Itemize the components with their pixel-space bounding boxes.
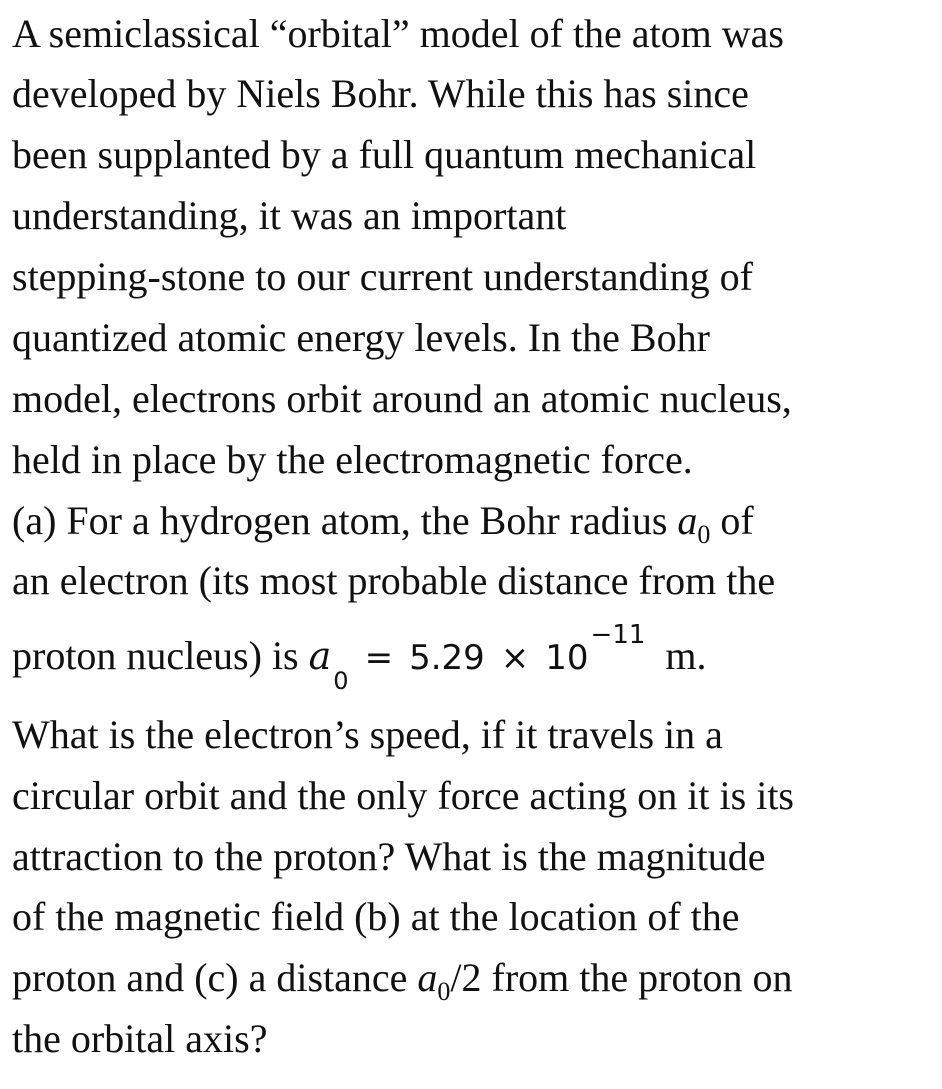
part-a-text: (a) For a hydrogen atom, the Bohr radius	[12, 498, 678, 543]
equation-base: 10	[545, 638, 589, 678]
part-c-text-end: /2 from the proton on	[450, 955, 793, 1000]
question-line-3: attraction to the proton? What is the magnitude	[12, 834, 766, 879]
part-c-radius-subscript: 0	[437, 977, 451, 1006]
equation-equals: =	[364, 638, 394, 678]
text-line-5: stepping-stone to our current understanding of	[12, 254, 753, 299]
text-line-4: understanding, it was an important	[12, 193, 567, 238]
text-line-1: A semiclassical “orbital” model of the atom was	[12, 11, 784, 56]
part-a-line-2: an electron (its most probable distance from the	[12, 558, 776, 603]
part-a-line-3	[12, 620, 707, 695]
equation-unit: m.	[665, 633, 707, 678]
text-line-2: developed by Niels Bohr. While this has since	[12, 71, 749, 116]
equation-times: ×	[500, 638, 530, 678]
question-line-1: What is the electron’s speed, if it travels in a	[12, 712, 723, 757]
part-a-text-end: of	[710, 498, 754, 543]
question-line-4: of the magnetic field (b) at the location of the	[12, 894, 740, 939]
text-line-8: held in place by the electromagnetic force.	[12, 437, 693, 482]
part-c-line	[12, 954, 793, 1006]
part-a-equation-lead: proton nucleus) is	[12, 633, 309, 678]
text-line-3: been supplanted by a full quantum mechanical	[12, 132, 757, 177]
text-line-6: quantized atomic energy levels. In the Bohr	[12, 315, 710, 360]
equation-variable: a	[308, 634, 332, 678]
part-a-line-1	[12, 497, 754, 549]
question-line-2: circular orbit and the only force acting on it is its	[12, 773, 794, 818]
last-line: the orbital axis?	[12, 1016, 268, 1061]
part-c-radius-symbol: a	[417, 955, 438, 1000]
equation-mantissa: 5.29	[409, 638, 485, 678]
text-line-7: model, electrons orbit around an atomic nucleus,	[12, 376, 792, 421]
bohr-radius-subscript: 0	[697, 520, 711, 549]
bohr-radius-symbol: a	[677, 498, 698, 543]
equation-exponent: −11	[590, 620, 646, 650]
part-c-text: proton and (c) a distance	[12, 955, 418, 1000]
equation-subscript: 0	[333, 667, 349, 695]
